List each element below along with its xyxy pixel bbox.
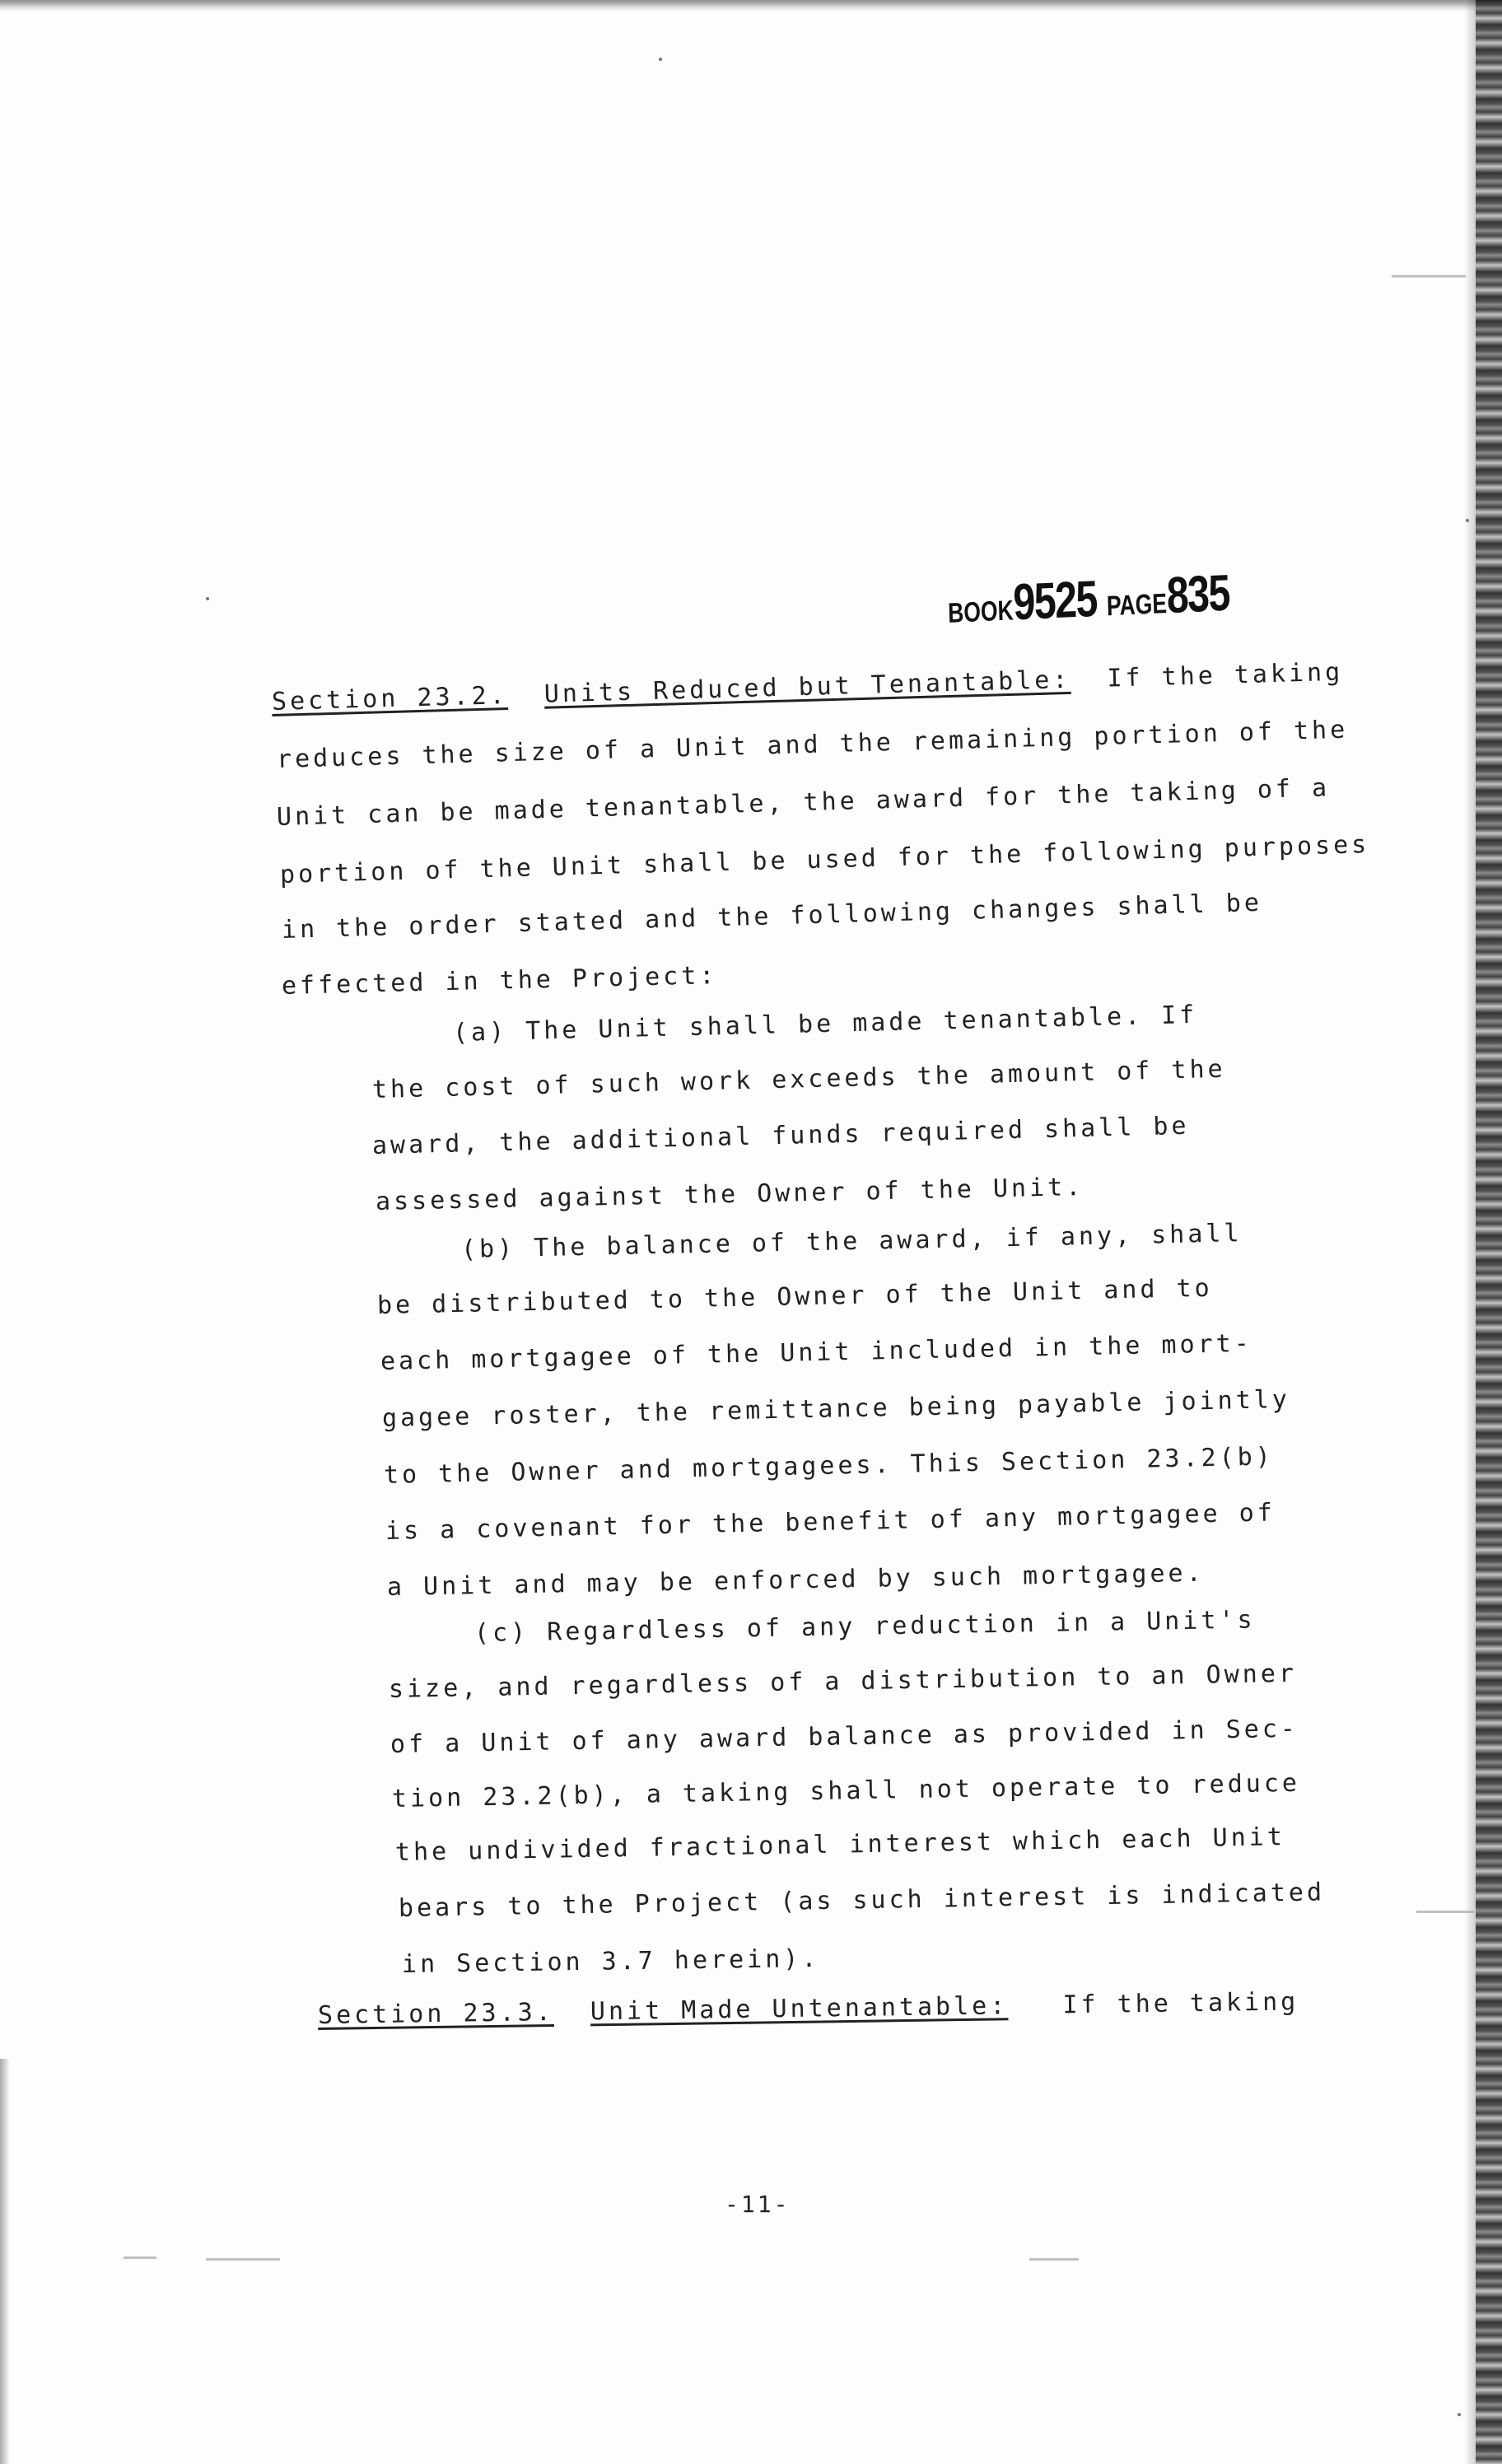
clause-b-line: is a covenant for the benefit of any mortgagee of bbox=[385, 1498, 1276, 1546]
scan-speck bbox=[1458, 2413, 1461, 2416]
section-23-3-heading-line bbox=[318, 1987, 1299, 2030]
scan-speck bbox=[659, 58, 662, 61]
scan-speck bbox=[1466, 519, 1469, 522]
clause-c-line: the undivided fractional interest which each Unit bbox=[394, 1822, 1286, 1867]
scan-top-edge bbox=[0, 0, 1502, 12]
clause-a-line: award, the additional funds required shall be bbox=[371, 1111, 1190, 1160]
book-prefix: BOOK bbox=[947, 595, 1015, 629]
section-23-2-line: reduces the size of a Unit and the remaining portion of the bbox=[276, 715, 1349, 774]
scan-speck bbox=[206, 597, 209, 600]
clause-c-line: size, and regardless of a distribution to an Owner bbox=[388, 1659, 1298, 1704]
scan-dash bbox=[206, 2258, 280, 2261]
section-23-3-tail: If the taking bbox=[1062, 1987, 1299, 2020]
book-number: 9525 bbox=[1012, 570, 1098, 632]
clause-c-line: tion 23.2(b), a taking shall not operate to reduce bbox=[391, 1768, 1301, 1813]
clause-c-line: of a Unit of any award balance as provided in Sec- bbox=[389, 1714, 1299, 1759]
section-23-3-title: Unit Made Untenantable: bbox=[590, 1991, 1009, 2027]
section-23-2-heading-line bbox=[272, 658, 1344, 716]
clause-b-line: (b) The balance of the award, if any, shall bbox=[460, 1219, 1243, 1264]
clause-a-line: (a) The Unit shall be made tenantable. If bbox=[452, 1000, 1198, 1048]
section-23-3-number: Section 23.3. bbox=[317, 1997, 555, 2030]
scan-dash bbox=[1392, 275, 1466, 278]
clause-b-line: gagee roster, the remittance being payable jointly bbox=[381, 1384, 1291, 1433]
section-23-2-line: portion of the Unit shall be used for the following purposes bbox=[279, 830, 1370, 889]
stamp-page-number: 835 bbox=[1165, 564, 1230, 625]
clause-b-line: each mortgagee of the Unit included in the mort- bbox=[380, 1328, 1253, 1376]
section-23-2-line: effected in the Project: bbox=[281, 961, 718, 1001]
book-page-stamp bbox=[947, 564, 1230, 635]
page-prefix: PAGE bbox=[1106, 588, 1168, 623]
clause-c-line: bears to the Project (as such interest is indicated bbox=[398, 1878, 1326, 1923]
clause-c-line: in Section 3.7 herein). bbox=[401, 1944, 820, 1979]
clause-a-line: assessed against the Owner of the Unit. bbox=[375, 1172, 1085, 1216]
clause-b-line: to the Owner and mortgagees. This Section 23.2(b) bbox=[383, 1442, 1275, 1490]
clause-b-line: a Unit and may be enforced by such mortgagee. bbox=[386, 1558, 1205, 1602]
scan-right-edge bbox=[1476, 0, 1502, 2464]
clause-a-line: the cost of such work exceeds the amount of the bbox=[371, 1054, 1227, 1104]
clause-c-line: (c) Regardless of any reduction in a Unit's bbox=[473, 1605, 1256, 1648]
scan-dash bbox=[124, 2256, 156, 2259]
scan-dash bbox=[1416, 1911, 1474, 1913]
clause-b-line: be distributed to the Owner of the Unit and to bbox=[376, 1273, 1213, 1320]
section-23-2-line: Unit can be made tenantable, the award for the taking of a bbox=[276, 773, 1331, 832]
scan-right-shadow bbox=[1464, 0, 1476, 2464]
scan-left-edge bbox=[0, 2059, 10, 2464]
section-23-2-line: in the order stated and the following changes shall be bbox=[281, 888, 1263, 945]
scan-dash bbox=[1029, 2258, 1079, 2261]
section-23-2-number: Section 23.2. bbox=[271, 680, 509, 716]
section-23-2-line: If the taking bbox=[1106, 657, 1344, 693]
section-23-2-title: Units Reduced but Tenantable: bbox=[543, 665, 1071, 709]
page-number: -11- bbox=[725, 2191, 791, 2218]
